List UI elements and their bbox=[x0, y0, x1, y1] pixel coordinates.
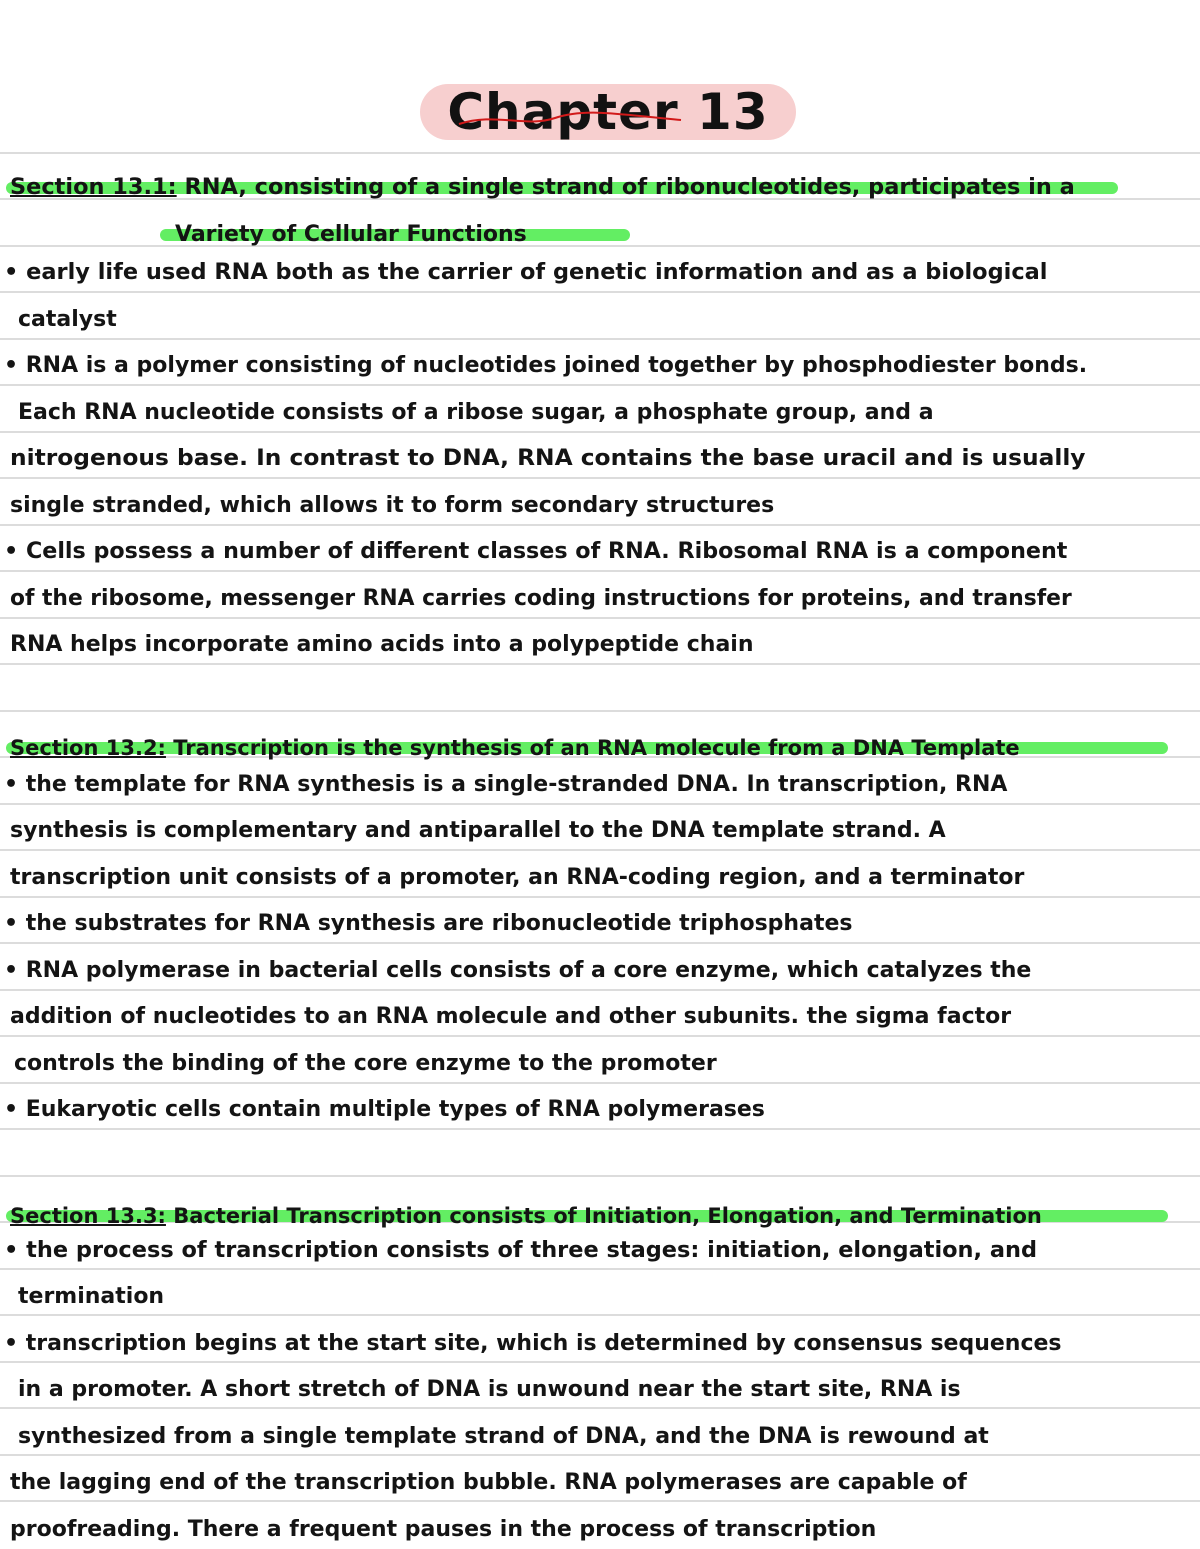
note-line: • Cells possess a number of different classes of RNA. Ribosomal RNA is a component bbox=[4, 539, 1068, 564]
note-line: controls the binding of the core enzyme to the promoter bbox=[14, 1051, 717, 1076]
section-heading-text: Transcription is the synthesis of an RNA molecule from a DNA Template bbox=[173, 736, 1020, 760]
note-line: • RNA polymerase in bacterial cells consists of a core enzyme, which catalyzes the bbox=[4, 958, 1032, 983]
section-label: Section 13.2: bbox=[10, 736, 166, 760]
note-line: proofreading. There a frequent pauses in the process of transcription bbox=[10, 1517, 877, 1542]
note-line: • the substrates for RNA synthesis are ribonucleotide triphosphates bbox=[4, 911, 853, 936]
section-heading-cont: Variety of Cellular Functions bbox=[175, 222, 527, 247]
note-line: synthesis is complementary and antiparallel to the DNA template strand. A bbox=[10, 818, 946, 843]
section-label: Section 13.3: bbox=[10, 1204, 166, 1228]
note-line: single stranded, which allows it to form secondary structures bbox=[10, 493, 775, 518]
section-heading bbox=[10, 1202, 1042, 1230]
note-line: synthesized from a single template strand of DNA, and the DNA is rewound at bbox=[18, 1424, 989, 1449]
section-heading bbox=[10, 174, 1075, 202]
note-line: addition of nucleotides to an RNA molecule and other subunits. the sigma factor bbox=[10, 1004, 1012, 1029]
note-line: transcription unit consists of a promoter, an RNA-coding region, and a terminator bbox=[10, 865, 1025, 890]
note-line: the lagging end of the transcription bubble. RNA polymerases are capable of bbox=[10, 1470, 967, 1495]
note-line: in a promoter. A short stretch of DNA is unwound near the start site, RNA is bbox=[18, 1377, 961, 1402]
note-line: • early life used RNA both as the carrier of genetic information and as a biological bbox=[4, 260, 1048, 285]
page-title: Chapter 13 bbox=[447, 83, 769, 141]
section-label: Section 13.1: bbox=[10, 175, 177, 200]
note-line: nitrogenous base. In contrast to DNA, RNA contains the base uracil and is usually bbox=[10, 446, 1086, 471]
note-line: catalyst bbox=[18, 307, 117, 332]
note-line: RNA helps incorporate amino acids into a polypeptide chain bbox=[10, 632, 754, 657]
section-heading-text: RNA, consisting of a single strand of ribonucleotides, participates in a bbox=[184, 175, 1075, 200]
note-line: of the ribosome, messenger RNA carries coding instructions for proteins, and transfer bbox=[10, 586, 1072, 611]
note-line: termination bbox=[18, 1284, 165, 1309]
note-line: Each RNA nucleotide consists of a ribose sugar, a phosphate group, and a bbox=[18, 400, 934, 425]
section-heading bbox=[10, 734, 1020, 762]
note-line: • the process of transcription consists of three stages: initiation, elongation, and bbox=[4, 1238, 1038, 1263]
title-highlight bbox=[420, 84, 796, 140]
section-heading-text: Bacterial Transcription consists of Initiation, Elongation, and Termination bbox=[173, 1204, 1042, 1228]
note-line: • RNA is a polymer consisting of nucleotides joined together by phosphodiester bonds. bbox=[4, 353, 1088, 378]
note-line: • the template for RNA synthesis is a single-stranded DNA. In transcription, RNA bbox=[4, 772, 1008, 797]
note-line: • Eukaryotic cells contain multiple types of RNA polymerases bbox=[4, 1097, 765, 1122]
note-line: • transcription begins at the start site, which is determined by consensus sequences bbox=[4, 1331, 1062, 1356]
